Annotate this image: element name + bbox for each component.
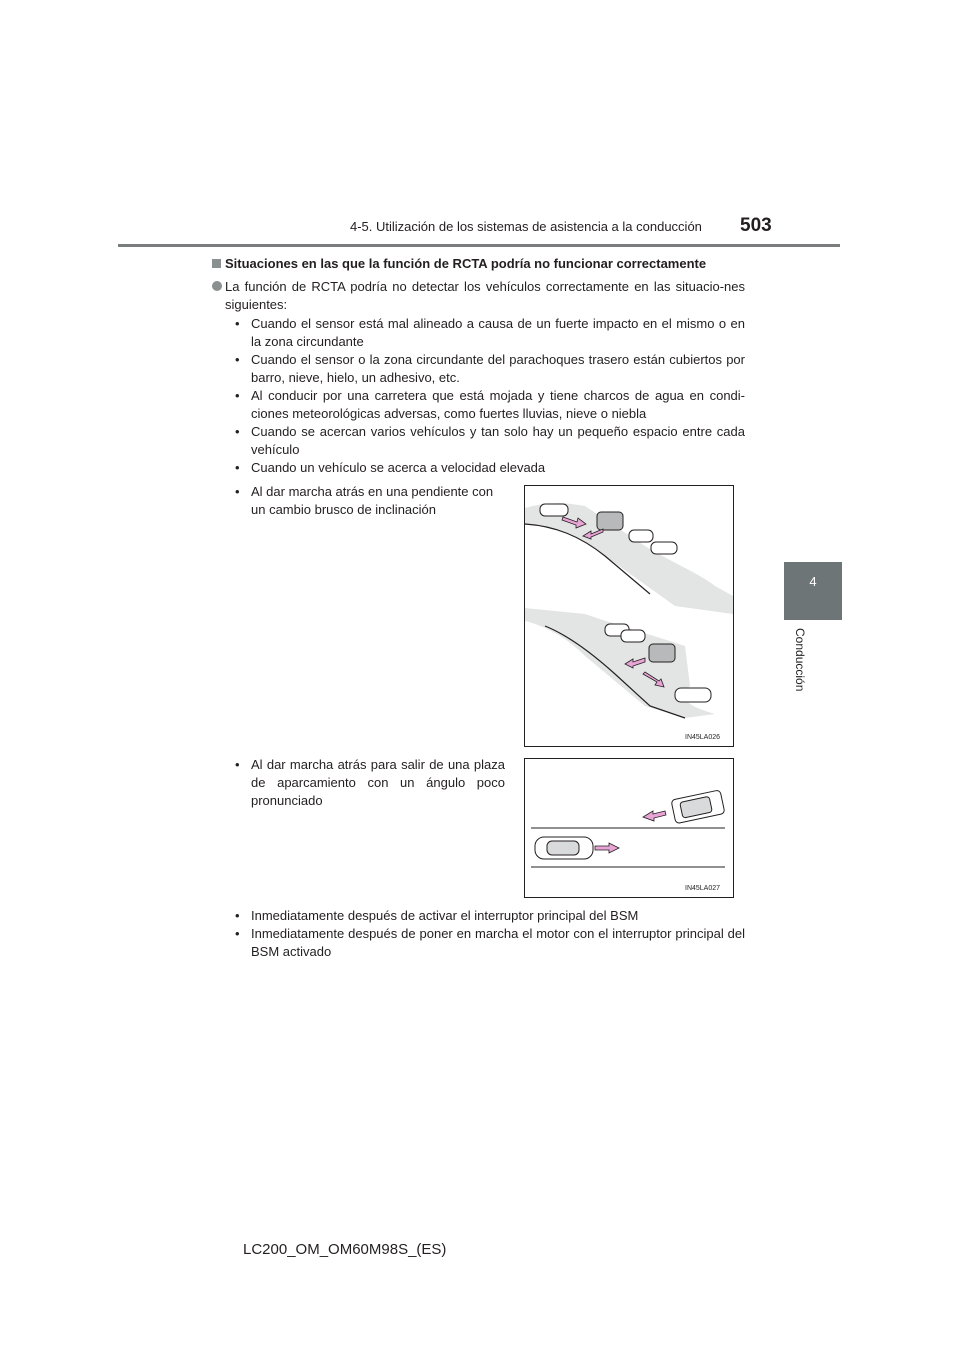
parking-condition	[235, 756, 505, 810]
chapter-tab	[784, 562, 842, 620]
parking-illustration-svg	[525, 759, 733, 897]
list-item: • Cuando se acercan varios vehículos y tan solo hay un pequeño espacio entre cada vehículo	[235, 423, 745, 459]
list-item: • Cuando el sensor está mal alineado a causa de un fuerte impacto en el mismo o en la zona circundante	[235, 315, 745, 351]
header-divider	[118, 244, 840, 247]
parking-illustration	[524, 758, 734, 898]
square-bullet-icon	[212, 259, 221, 268]
list-item: • Al conducir por una carretera que está mojada y tiene charcos de agua en condi-ciones meteorológicas adversas, como fuertes lluvias, nieve o niebla	[235, 387, 745, 423]
lead-text: La función de RCTA podría no detectar los vehículos correctamente en las situacio-nes siguientes:	[225, 279, 745, 312]
list-item: • Cuando el sensor o la zona circundante del parachoques trasero están cubiertos por barro, nieve, hielo, un adhesivo, etc.	[235, 351, 745, 387]
list-item: • Inmediatamente después de activar el interruptor principal del BSM	[235, 907, 745, 925]
list-item: • Al dar marcha atrás en una pendiente con un cambio brusco de inclinación	[235, 483, 505, 519]
conditions-list	[235, 315, 745, 477]
figure-code: IN45LA026	[685, 734, 721, 741]
slope-illustration	[524, 485, 734, 747]
list-item: • Inmediatamente después de poner en marcha el motor con el interruptor principal del BSM activado	[235, 925, 745, 961]
slope-condition	[235, 483, 505, 519]
chapter-header: 4-5. Utilización de los sistemas de asistencia a la conducción	[350, 219, 702, 234]
figure-code: IN45LA027	[685, 885, 721, 892]
chapter-tab-label: Conducción	[793, 628, 807, 692]
section-title	[212, 256, 706, 271]
list-item: • Al dar marcha atrás para salir de una plaza de aparcamiento con un ángulo poco pronunciado	[235, 756, 505, 810]
bsm-conditions-list	[235, 907, 745, 961]
chapter-tab-number: 4	[809, 574, 817, 589]
slope-illustration-svg	[525, 486, 733, 746]
lead-paragraph	[225, 278, 745, 314]
list-item: • Cuando un vehículo se acerca a velocidad elevada	[235, 459, 745, 477]
circle-bullet-icon	[212, 281, 222, 291]
page-number: 503	[740, 215, 772, 236]
document-id: LC200_OM_OM60M98S_(ES)	[243, 1241, 447, 1258]
section-title-text: Situaciones en las que la función de RCTA podría no funcionar correctamente	[225, 256, 707, 271]
